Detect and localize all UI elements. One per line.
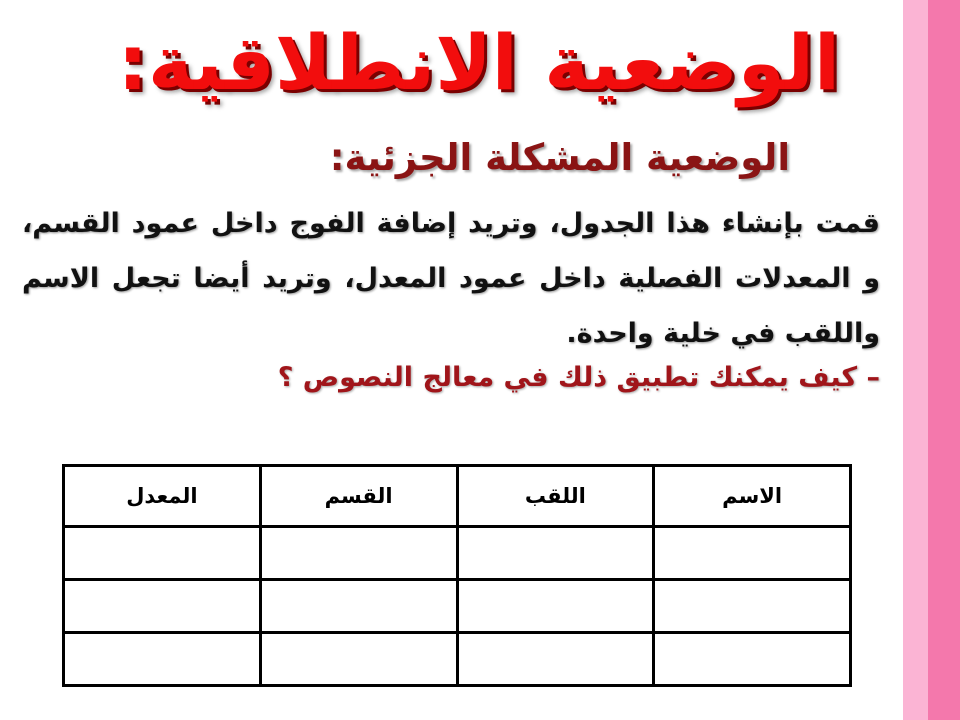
slide-title: الوضعية الانطلاقية:: [117, 18, 840, 107]
table-cell: [64, 633, 261, 686]
table-cell: [260, 633, 457, 686]
table-cell: [654, 527, 851, 580]
header-cell-surname: اللقب: [457, 466, 654, 527]
problem-statement: قمت بإنشاء هذا الجدول، وتريد إضافة الفوج داخل عمود القسم، و المعدلات الفصلية داخل عمود المعدل، وتريد أيضا تجعل الاسم واللقب في خلية واحدة.: [22, 208, 880, 349]
slide-subtitle: الوضعية المشكلة الجزئية:: [329, 136, 790, 179]
table-cell: [64, 580, 261, 633]
table-row: [64, 633, 851, 686]
header-cell-average: المعدل: [64, 466, 261, 527]
table-cell: [457, 527, 654, 580]
table-cell: [654, 580, 851, 633]
decorative-stripe-dark: [928, 0, 960, 720]
table-cell: [654, 633, 851, 686]
table-row: [64, 527, 851, 580]
header-cell-class: القسم: [260, 466, 457, 527]
decorative-stripe-light: [903, 0, 928, 720]
student-table: [62, 464, 852, 687]
table-cell: [64, 527, 261, 580]
question-text: – كيف يمكنك تطبيق ذلك في معالج النصوص ؟: [277, 362, 880, 393]
table-cell: [457, 633, 654, 686]
table-cell: [260, 527, 457, 580]
header-cell-name: الاسم: [654, 466, 851, 527]
table-cell: [260, 580, 457, 633]
table-cell: [457, 580, 654, 633]
table-header-row: [64, 466, 851, 527]
table-row: [64, 580, 851, 633]
